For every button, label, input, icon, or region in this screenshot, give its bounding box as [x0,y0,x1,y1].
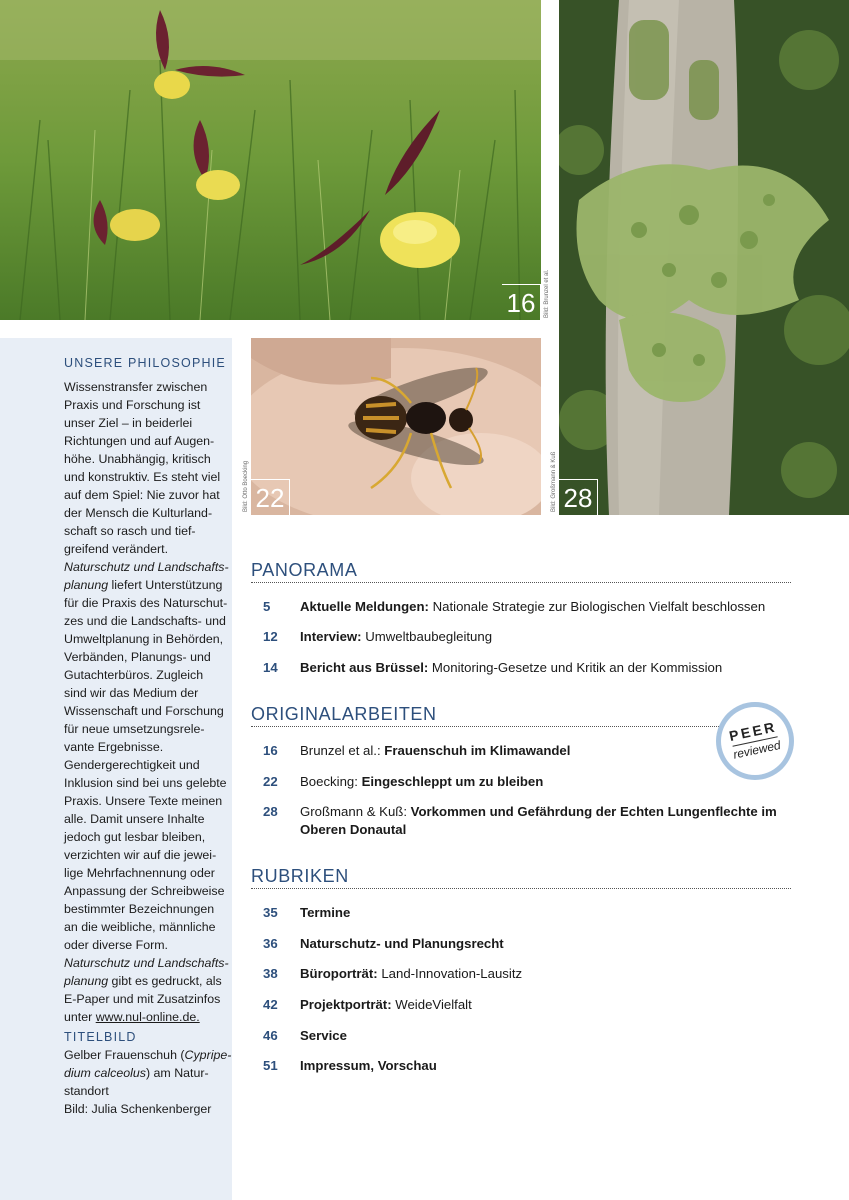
toc-entry-title: WeideVielfalt [391,997,472,1012]
philosophy-line: Gutachterbüros. Zugleich [64,668,204,682]
section-divider [251,888,791,889]
philosophy-line: Gendergerechtigkeit und [64,758,200,772]
section-title-rubriken: RUBRIKEN [251,866,349,886]
cover-caption-line: standort [64,1084,109,1098]
toc-entry-text [300,936,504,951]
philosophy-line: zes und die Landschafts- und [64,614,226,628]
peer-reviewed-badge [716,702,794,780]
orchid-page-number: 16 [502,284,541,320]
philosophy-line: an die weibliche, männliche [64,920,216,934]
toc-entry-text [300,660,722,675]
toc-entry-text [300,804,777,819]
philosophy-line: Verbänden, Planungs- und [64,650,211,664]
lichen-illustration [559,0,849,515]
toc-page-number: 35 [263,905,278,920]
philosophy-text-run: unter [64,1010,96,1024]
section-title-panorama: PANORAMA [251,560,358,580]
toc-entry-text [300,743,570,758]
lichen-photo [559,0,849,515]
toc-entry-title: Umweltbaubegleitung [361,629,493,644]
orchid-photo-credit: Bild: Brunzel et al. [544,269,550,318]
toc-page-number: 14 [263,660,278,675]
toc-entry-label: Impressum, Vorschau [300,1058,437,1073]
philosophy-line: Praxis und Forschung ist [64,398,201,412]
lichen-page-number: 28 [559,479,598,515]
orchid-photo [0,0,541,320]
website-link[interactable]: www.nul-online.de. [95,1010,200,1024]
magazine-name-italic: Naturschutz und Landschafts- [64,560,229,574]
philosophy-line: jedoch gut lesbar bleiben, [64,830,206,844]
toc-entry-label: Termine [300,905,351,920]
cover-caption-run: Gelber Frauenschuh ( [64,1048,185,1062]
toc-page-number: 36 [263,936,278,951]
toc-entry-text [300,822,406,837]
toc-entry-text [300,1058,437,1073]
philosophy-line: Richtungen und auf Augen- [64,434,215,448]
cover-caption-run: ) am Natur- [145,1066,209,1080]
philosophy-line: Praxis. Unsere Texte meinen [64,794,223,808]
toc-entry-label: Naturschutz- und Planungsrecht [300,936,504,951]
toc-entry-label: Interview: [300,629,362,644]
philosophy-line: und konstruktiv. Es steht viel [64,470,221,484]
toc-page-number: 16 [263,743,278,758]
philosophy-line: für neue umsetzungsrele- [64,722,205,736]
toc-entry-title: Eingeschleppt um zu bleiben [361,774,544,789]
website-line [64,1008,200,1026]
philosophy-line: bestimmter Bezeichnungen [64,902,215,916]
toc-entry-title: Nationale Strategie zur Biologischen Vielfalt beschlossen [428,599,766,614]
philosophy-text-run: liefert Unterstützung [108,578,223,592]
hornet-illustration [251,338,541,515]
toc-entry-label: Bericht aus Brüssel: [300,660,429,675]
toc-entry-label: Service [300,1028,347,1043]
philosophy-line: unser Ziel – in beiderlei [64,416,193,430]
toc-entry-text [300,629,492,644]
cover-heading: TITELBILD [64,1030,137,1044]
philosophy-line: vante Ergebnisse. [64,740,164,754]
lichen-photo-credit: Bild: Großmann & Kuß [551,451,557,512]
philosophy-text-run: gibt es gedruckt, als [108,974,222,988]
toc-entry-text [300,966,522,981]
magazine-name-line [64,558,229,576]
hornet-photo-credit: Bild: Otto Boecking [243,460,249,512]
toc-entry-text [300,905,350,920]
toc-entry-title: Vorkommen und Gefährdung der Echten Lungenflechte im [410,804,777,819]
toc-page-number: 5 [263,599,271,614]
magazine-name-line [64,576,222,594]
cover-caption-line [64,1064,209,1082]
philosophy-line: Wissenstransfer zwischen [64,380,208,394]
toc-entry-title: Frauenschuh im Klimawandel [384,743,571,758]
toc-entry-author: Brunzel et al.: [300,743,385,758]
philosophy-line: der Mensch die Kulturland- [64,506,213,520]
toc-entry-text [300,774,543,789]
philosophy-line: verzichten wir auf die jewei- [64,848,217,862]
cover-photo-credit: Bild: Julia Schenkenberger [64,1102,212,1116]
magazine-name-line [64,972,222,990]
philosophy-line: Umweltplanung in Behörden, [64,632,224,646]
toc-entry-title: Oberen Donautal [300,822,407,837]
toc-entry-label: Aktuelle Meldungen: [300,599,429,614]
toc-entry-text [300,1028,347,1043]
philosophy-line: auf dem Spiel: Nie zuvor hat [64,488,220,502]
magazine-name-italic: Naturschutz und Landschafts- [64,956,229,970]
toc-page-number: 12 [263,629,278,644]
toc-entry-label: Projektporträt: [300,997,392,1012]
cover-caption-line [64,1046,231,1064]
philosophy-line: sind wir das Medium der [64,686,199,700]
philosophy-line: E-Paper und mit Zusatzinfos [64,992,221,1006]
toc-page-number: 22 [263,774,278,789]
philosophy-line: greifend verändert. [64,542,169,556]
section-divider [251,726,791,727]
philosophy-line: lige Mehrfachnennung oder [64,866,215,880]
peer-badge-face [721,707,789,775]
toc-page-number: 46 [263,1028,278,1043]
section-title-originalarbeiten: ORIGINALARBEITEN [251,704,437,724]
hornet-photo [251,338,541,515]
magazine-name-italic: planung [64,974,109,988]
philosophy-heading: UNSERE PHILOSOPHIE [64,356,226,370]
magazine-name-line [64,954,229,972]
magazine-name-italic: planung [64,578,109,592]
toc-entry-label: Büroporträt: [300,966,378,981]
species-name-italic: dium calceolus [64,1066,146,1080]
toc-page-number: 42 [263,997,278,1012]
section-divider [251,582,791,583]
toc-page-number: 51 [263,1058,278,1073]
toc-entry-text [300,599,765,614]
species-name-italic: Cypripe- [184,1048,232,1062]
toc-entry-text [300,997,472,1012]
toc-page-number: 28 [263,804,278,819]
toc-entry-title: Monitoring-Gesetze und Kritik an der Kommission [428,660,723,675]
toc-entry-author: Großmann & Kuß: [300,804,411,819]
toc-entry-author: Boecking: [300,774,362,789]
philosophy-line: für die Praxis des Naturschut- [64,596,228,610]
philosophy-line: oder diverse Form. [64,938,168,952]
toc-entry-title: Land-Innovation-Lausitz [377,966,523,981]
toc-page-number: 38 [263,966,278,981]
philosophy-line: schaft so rasch und tief- [64,524,196,538]
hornet-page-number: 22 [251,479,290,515]
philosophy-line: alle. Damit unsere Inhalte [64,812,205,826]
philosophy-line: Wissenschaft und Forschung [64,704,224,718]
philosophy-line: Inklusion sind bei uns gelebte [64,776,227,790]
orchid-illustration [0,0,541,320]
philosophy-line: Anpassung der Schreibweise [64,884,225,898]
peer-badge-line1: PEER [727,718,779,745]
philosophy-line: höhe. Unabhängig, kritisch [64,452,211,466]
peer-badge-line2: reviewed [731,737,782,762]
peer-badge-text [715,701,796,782]
